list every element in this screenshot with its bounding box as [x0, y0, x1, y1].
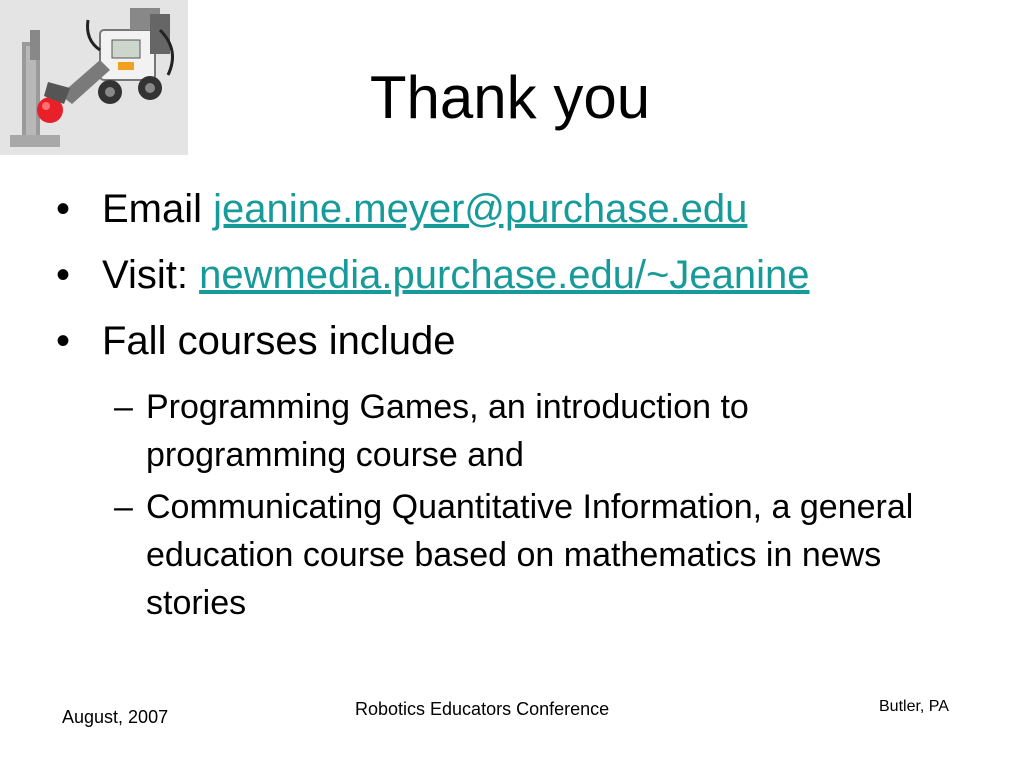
- subbullet-quantitative-info: [56, 483, 926, 627]
- bullet-email: [56, 185, 976, 233]
- footer-date: August, 2007: [62, 707, 169, 727]
- bullet-label: Fall courses include: [102, 319, 456, 363]
- bullet-dot: •: [56, 253, 71, 297]
- lego-nxt-robot-icon: [0, 0, 188, 155]
- bullet-list: [56, 185, 976, 631]
- bullet-label: Visit:: [102, 253, 188, 297]
- bullet-dot: •: [56, 319, 71, 363]
- subbullet-programming-games: [56, 383, 926, 479]
- bullet-dot: •: [56, 187, 71, 231]
- email-link[interactable]: jeanine.meyer@purchase.edu: [213, 187, 748, 231]
- subbullet-dash: –: [114, 388, 133, 426]
- footer-conference: Robotics Educators Conference: [355, 699, 610, 719]
- subbullet-text: Communicating Quantitative Information, a general education course based on mathematics in news stories: [146, 488, 914, 622]
- bullet-visit: [56, 251, 976, 299]
- slide-title: Thank you: [369, 64, 651, 131]
- website-link[interactable]: newmedia.purchase.edu/~Jeanine: [199, 253, 810, 297]
- subbullet-dash: –: [114, 488, 133, 526]
- bullet-label: Email: [102, 187, 203, 231]
- footer-location: Butler, PA: [879, 698, 949, 715]
- bullet-courses: [56, 317, 976, 365]
- subbullet-text: Programming Games, an introduction to programming course and: [146, 388, 749, 474]
